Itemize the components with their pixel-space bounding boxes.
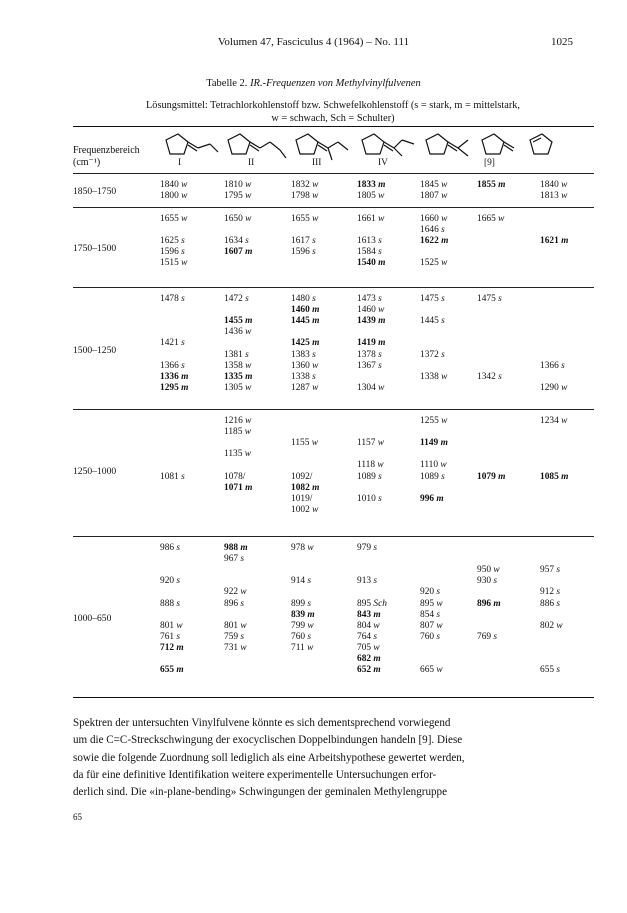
ir-frequency-cell: 1436 w: [224, 327, 252, 338]
ir-frequency-cell: 1460 w: [357, 305, 385, 316]
ir-frequency-cell: 896 s: [224, 598, 245, 609]
ir-frequency-cell: 886 s: [540, 598, 561, 609]
ir-frequency-cell: 807 w: [420, 620, 443, 631]
ir-frequency-cell: 1833 m: [357, 180, 386, 190]
ir-frequency-cell: 1660 w: [420, 214, 448, 224]
ir-frequency-cell: 1372 s: [420, 349, 445, 360]
ir-frequency-cell: 1002 w: [291, 504, 319, 515]
ir-frequency-cell: 1155 w: [291, 438, 319, 449]
ir-frequency-cell: 1832 w: [291, 180, 319, 190]
ir-frequency-cell: 950 w: [477, 565, 500, 576]
ir-frequency-cell: 731 w: [224, 642, 247, 653]
structure-VII-icon: [530, 134, 552, 154]
body-paragraph: [73, 715, 594, 801]
ir-frequency-cell: 967 s: [224, 554, 245, 565]
ir-frequency-cell: 1807 w: [420, 191, 448, 202]
ir-frequency-cell: 1335 m: [224, 371, 253, 382]
group-rule-1: [73, 207, 594, 208]
ir-frequency-cell: 1118 w: [357, 460, 384, 471]
ir-frequency-cell: 1596 s: [160, 247, 185, 258]
ir-frequency-cell: 1157 w: [357, 438, 385, 449]
ir-frequency-cell: 1596 s: [291, 247, 316, 258]
body-line: Spektren der untersuchten Vinylfulvene könnte es sich dementsprechend vorwiegend: [73, 717, 451, 729]
ir-frequency-cell: 899 s: [291, 598, 312, 609]
frequency-range: 1250–1000: [73, 466, 117, 477]
ir-frequency-cell: 930 s: [477, 576, 498, 587]
ir-frequency-cell: 912 s: [540, 587, 561, 598]
ir-frequency-cell: 1665 w: [477, 214, 505, 224]
ir-frequency-cell: 1445 m: [291, 316, 320, 327]
ir-frequency-cell: 895 Sch: [357, 598, 387, 609]
ir-frequency-cell: 1290 w: [540, 382, 568, 393]
compound-label: [9]: [484, 158, 495, 168]
ir-frequency-cell: 1336 m: [160, 371, 189, 382]
freq-range-unit: (cm⁻¹): [73, 157, 101, 168]
ir-frequency-cell: 1478 s: [160, 294, 185, 304]
ir-frequency-cell: 1460 m: [291, 305, 320, 316]
ir-frequency-cell: 705 w: [357, 642, 380, 653]
ir-frequency-cell: 1480 s: [291, 294, 316, 304]
ir-frequency-cell: 1079 m: [477, 471, 506, 482]
ir-frequency-cell: 1338 s: [291, 371, 316, 382]
ir-frequency-cell: 922 w: [224, 587, 247, 598]
structure-IV-icon: [362, 134, 414, 156]
ir-frequency-cell: 1234 w: [540, 416, 568, 426]
ir-frequency-cell: 1085 m: [540, 471, 569, 482]
sheet-number: 65: [73, 812, 82, 822]
ir-frequency-cell: 978 w: [291, 543, 314, 553]
ir-frequency-cell: 1475 s: [477, 294, 502, 304]
ir-frequency-cell: 1445 s: [420, 316, 445, 327]
ir-frequency-cell: 1840 w: [160, 180, 188, 190]
ir-frequency-cell: 1078/: [224, 471, 246, 482]
ir-frequency-cell: 1089 s: [357, 471, 382, 482]
structure-I-icon: [166, 134, 218, 154]
ir-frequency-cell: 804 w: [357, 620, 380, 631]
ir-frequency-cell: 1634 s: [224, 236, 249, 247]
ir-frequency-cell: 1655 w: [160, 214, 188, 224]
ir-frequency-cell: 1089 s: [420, 471, 445, 482]
ir-frequency-cell: 1081 s: [160, 471, 185, 482]
ir-frequency-cell: 1613 s: [357, 236, 382, 247]
ir-frequency-cell: 1366 s: [540, 360, 565, 371]
structure-III-icon: [296, 134, 348, 160]
ir-frequency-cell: 843 m: [357, 609, 381, 620]
ir-frequency-cell: 655 s: [540, 665, 561, 676]
ir-frequency-cell: 1185 w: [224, 427, 252, 438]
ir-frequency-cell: 801 w: [224, 620, 247, 631]
body-line: da für eine definitive Identifikation weitere experimentelle Untersuchungen erfor-: [73, 768, 437, 781]
ir-frequency-cell: 769 s: [477, 631, 498, 642]
table-caption: [0, 78, 627, 89]
ir-frequency-cell: 1019/: [291, 493, 313, 504]
ir-frequency-cell: 1287 w: [291, 382, 319, 393]
ir-frequency-cell: 1525 w: [420, 258, 448, 269]
ir-frequency-cell: 1805 w: [357, 191, 385, 202]
ir-frequency-cell: 1795 w: [224, 191, 252, 202]
ir-frequency-cell: 895 w: [420, 598, 443, 609]
ir-frequency-cell: 1367 s: [357, 360, 382, 371]
ir-frequency-cell: 655 m: [160, 665, 184, 676]
ir-frequency-cell: 665 w: [420, 665, 443, 676]
solvent-line-1: Lösungsmittel: Tetrachlorkohlenstoff bzw. Schwefelkohlenstoff (s = stark, m = mittelstark,: [146, 100, 520, 111]
ir-frequency-cell: 1621 m: [540, 236, 569, 247]
ir-frequency-cell: 996 m: [420, 493, 444, 504]
ir-frequency-cell: 1305 w: [224, 382, 252, 393]
ir-frequency-cell: 1455 m: [224, 316, 253, 327]
ir-frequency-cell: 802 w: [540, 620, 563, 631]
ir-frequency-cell: 760 s: [420, 631, 441, 642]
ir-frequency-cell: 801 w: [160, 620, 183, 631]
ir-frequency-cell: 1082 m: [291, 482, 320, 493]
solvent-line-2: w = schwach, Sch = Schulter): [271, 113, 395, 124]
ir-frequency-cell: 760 s: [291, 631, 312, 642]
frequency-range: 1850–1750: [73, 186, 117, 197]
ir-frequency-cell: 759 s: [224, 631, 245, 642]
ir-frequency-cell: 1650 w: [224, 214, 252, 224]
ir-frequency-cell: 988 m: [224, 543, 248, 553]
ir-frequency-cell: 1625 s: [160, 236, 185, 247]
ir-frequency-cell: 986 s: [160, 543, 181, 553]
ir-frequency-cell: 1622 m: [420, 236, 449, 247]
ir-frequency-cell: 1800 w: [160, 191, 188, 202]
ir-frequency-cell: 920 s: [420, 587, 441, 598]
ir-frequency-cell: 1149 m: [420, 438, 448, 449]
header-rule: [73, 173, 594, 174]
ir-frequency-cell: 1216 w: [224, 416, 252, 426]
table-label: Tabelle 2.: [206, 78, 248, 89]
ir-frequency-cell: 1255 w: [420, 416, 448, 426]
ir-frequency-cell: 1419 m: [357, 338, 386, 349]
ir-frequency-cell: 1366 s: [160, 360, 185, 371]
structure-9-icon: [482, 134, 514, 154]
ir-frequency-cell: 1381 s: [224, 349, 249, 360]
ir-frequency-cell: 1383 s: [291, 349, 316, 360]
ir-frequency-cell: 920 s: [160, 576, 181, 587]
ir-frequency-cell: 896 m: [477, 598, 501, 609]
structure-V-icon: [426, 134, 468, 156]
ir-frequency-cell: 913 s: [357, 576, 378, 587]
ir-frequency-cell: 1810 w: [224, 180, 252, 190]
body-line: sowie die folgende Zuordnung soll lediglich als eine Arbeitshypothese gewertet werden,: [73, 751, 465, 764]
ir-frequency-cell: 1295 m: [160, 382, 189, 393]
table-title: IR.-Frequenzen von Methylvinylfulvenen: [250, 78, 421, 89]
ir-frequency-cell: 1338 w: [420, 371, 448, 382]
ir-frequency-cell: 1845 w: [420, 180, 448, 190]
ir-frequency-cell: 1378 s: [357, 349, 382, 360]
table-top-rule: [73, 126, 594, 127]
ir-frequency-cell: 854 s: [420, 609, 441, 620]
ir-frequency-cell: 1646 s: [420, 225, 445, 236]
ir-frequency-cell: 914 s: [291, 576, 312, 587]
ir-frequency-cell: 1617 s: [291, 236, 316, 247]
body-line: um die C=C-Streckschwingung der exocyclischen Doppelbindungen handeln [9]. Diese: [73, 734, 463, 747]
compound-label: II: [248, 158, 255, 168]
ir-frequency-cell: 1304 w: [357, 382, 385, 393]
ir-frequency-cell: 1342 s: [477, 371, 502, 382]
ir-frequency-cell: 764 s: [357, 631, 378, 642]
ir-frequency-cell: 711 w: [291, 642, 314, 653]
ir-frequency-cell: 1540 m: [357, 258, 386, 269]
ir-frequency-cell: 1135 w: [224, 449, 252, 460]
ir-frequency-cell: 1584 s: [357, 247, 382, 258]
ir-frequency-cell: 839 m: [291, 609, 315, 620]
body-line: derlich sind. Die «in-plane-bending» Schwingungen der geminalen Methylengruppe: [73, 786, 448, 799]
ir-frequency-cell: 979 s: [357, 543, 378, 553]
frequency-range: 1500–1250: [73, 345, 117, 356]
journal-volume-line: Volumen 47, Fasciculus 4 (1964) – No. 111: [217, 36, 410, 48]
frequency-range: 1000–650: [73, 613, 112, 624]
group-rule-2: [73, 287, 594, 288]
frequency-range: 1750–1500: [73, 243, 117, 254]
group-rule-3: [73, 409, 594, 410]
ir-frequency-cell: 888 s: [160, 598, 181, 609]
compound-label: III: [312, 158, 322, 168]
ir-frequency-cell: 1421 s: [160, 338, 185, 349]
compound-label: I: [178, 158, 182, 168]
group-rule-4: [73, 536, 594, 537]
ir-frequency-cell: 1439 m: [357, 316, 386, 327]
ir-frequency-cell: 1071 m: [224, 482, 253, 493]
freq-range-header: [73, 145, 140, 169]
ir-frequency-cell: 1358 w: [224, 360, 252, 371]
ir-frequency-cell: 1607 m: [224, 247, 253, 258]
ir-frequency-cell: 1360 w: [291, 360, 319, 371]
ir-frequency-cell: 1515 w: [160, 258, 188, 269]
ir-frequency-cell: 1472 s: [224, 294, 249, 304]
ir-frequency-cell: 712 m: [160, 642, 184, 653]
ir-frequency-cell: 1855 m: [477, 180, 506, 190]
table-bottom-rule: [73, 697, 594, 698]
ir-frequency-cell: 1110 w: [420, 460, 447, 471]
ir-frequency-cell: 682 m: [357, 654, 381, 664]
ir-frequency-cell: 1655 w: [291, 214, 319, 224]
compound-label: IV: [378, 158, 388, 168]
ir-frequency-cell: 761 s: [160, 631, 181, 642]
solvent-note: [73, 99, 593, 125]
ir-frequency-cell: 1473 s: [357, 294, 382, 304]
ir-frequency-cell: 1092/: [291, 471, 313, 482]
ir-frequency-cell: 652 m: [357, 665, 381, 676]
ir-frequency-cell: 957 s: [540, 565, 561, 576]
ir-frequency-cell: 1798 w: [291, 191, 319, 202]
ir-frequency-cell: 1840 w: [540, 180, 568, 190]
page-number: 1025: [551, 36, 573, 48]
ir-frequency-cell: 1661 w: [357, 214, 385, 224]
ir-frequency-cell: 799 w: [291, 620, 314, 631]
ir-frequency-cell: 1425 m: [291, 338, 320, 349]
freq-range-label: Frequenzbereich: [73, 145, 140, 156]
ir-frequency-cell: 1813 w: [540, 191, 568, 202]
ir-frequency-cell: 1475 s: [420, 294, 445, 304]
structure-II-icon: [228, 134, 286, 158]
ir-frequency-cell: 1010 s: [357, 493, 382, 504]
